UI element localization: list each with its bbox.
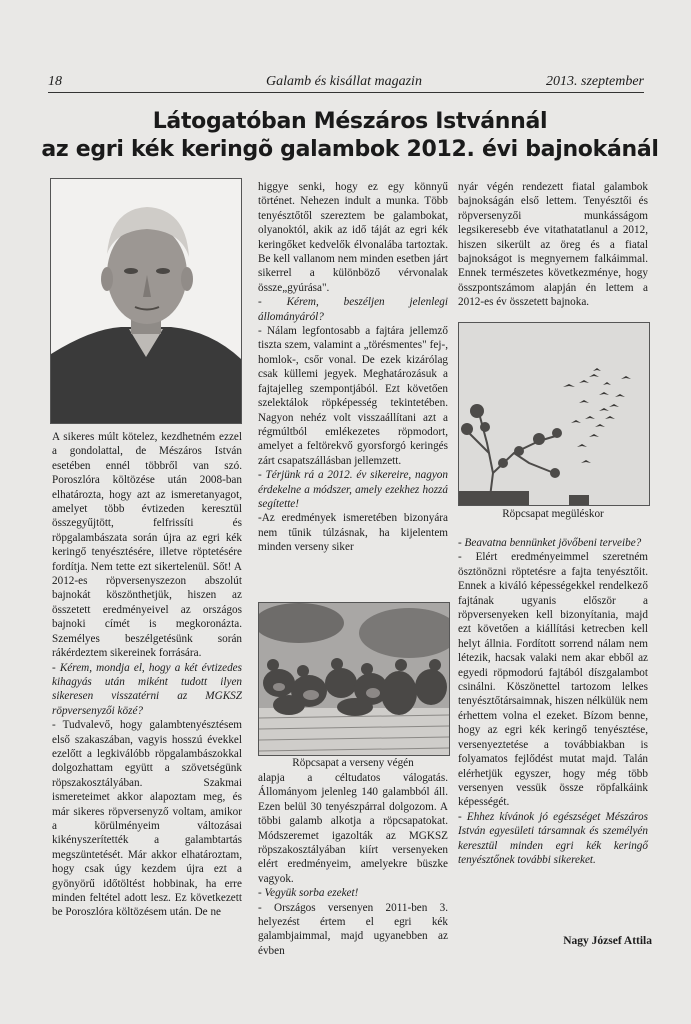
paragraph: A sikeres múlt kötelez, kezdhetném ezzel a gondolattal, de Mészáros István esetében ennél többről van szó. Poroszlóra költözése után 2008-ban elhatározta, hogy azt az ismeretanyagot, amelyet több évtizeden keresztül összegyűjtött, felfrissíti és röpgalambászata során újra az egri kék keringő tenyésztésére, illetve röptetésére fordítja. Nem tette ezt sikertelenül. Sőt! A 2012-es röpversenyszezon abszolút bajnokát köszönthetjük, hiszen az összetett eredményeivel az országos bajnoki címét is megkoronázta. Személyes beszélgetésünk során rákérdeztem sikereinek forrására. — [52, 431, 242, 660]
pigeons-photo — [258, 602, 450, 756]
paragraph: alapja a céltudatos válogatás. Állományom jelenleg 140 galambból áll. Ezen belül 30 tenyészpárral dolgozom. A többi galamb alkotja a röpcsapatokat. Módszeremet igazolták az MGKSZ röpszakosztályában kiírt versenyeken elért eredményeim, amelyekre büszke vagyok. — [258, 772, 448, 885]
magazine-name: Galamb és kisállat magazin — [266, 74, 422, 89]
paragraph: - Elért eredményeimmel szeretném ösztönözni röptetésre a fajta tenyésztőit. Ennek a kiváló képességekkel rendelkező fajtának ugyanis először a röpversenyeken kell bizonyítania, majd ezt követően a kiállítási ketrecben kell helyt állnia. Fordított sorrend nálam nem létezik, hacsak valaki nem akar ebből az egyedi röpmodorú fajtából díszgalambot csinálni. Köszönettel tartozom lelkes tenyésztőtársaimnak, hiszen nélkülük nem érhettem volna el ezeket. Bízom benne, hogy az egri kék keringő tenyésztése, versenyeztetése a továbbiakban is folyamatos fejlődést mutat majd. Talán elérhetjük egyszer, hogy még több versenyen vessük össze röpfalkáink képességét. — [458, 551, 648, 809]
flock-photo — [458, 322, 650, 506]
portrait-photo — [50, 178, 242, 424]
page-number: 18 — [48, 74, 62, 89]
flock-caption: Röpcsapat megüléskor — [502, 508, 604, 520]
title-line-1: Látogatóban Mészáros Istvánnál — [152, 109, 548, 134]
paragraph: higgye senki, hogy ez egy könnyű történet. Nehezen indult a munka. Több tenyésztőtől szereztem be galambokat, olyanoktól, akik az idő táját az egri kék keringőket kedvelők élvonalába tartoztak. Be kell vallanom nem minden esetben járt sikerrel a különböző vérvonalak össze„gyúrása". — [258, 181, 448, 294]
author-name: Nagy József Attila — [563, 935, 652, 947]
interview-question: - Térjünk rá a 2012. év sikereire, nagyon érdekelne a módszer, amely ezekhez hozzá segítette! — [258, 469, 448, 510]
issue-date: 2013. szeptember — [546, 74, 644, 89]
title-line-2: az egri kék keringõ galambok 2012. évi bajnokánál — [41, 137, 659, 162]
interview-question: - Kérem, mondja el, hogy a két évtizedes kihagyás után miként tudott ilyen sikeresen visszatérni az MGKSZ röpversenyzői közé? — [52, 661, 242, 717]
paragraph: - Tudvalevő, hogy galambtenyésztésem első szakaszában, vagyis hosszú évekkel ezelőtt a legkiválóbb röpgalambászokkal dolgozhattam együtt a szövetségünk röpszakosztályában. Szakmai ismereteimet akkor alapoztam meg, és már sikeres röpversenyző voltam, amikor a körülményeim változásai kikényszerítették a galambtartás megszüntetését. Már akkor elhatároztam, hogy csak úgy kezdem újra ezt a gyönyörű időtöltést hobbinak, ha erre minden feltétel adott lesz. Ez következett be Poroszlóra költözésem után. De ne — [52, 719, 242, 919]
closing-wish: - Ehhez kívánok jó egészséget Mészáros István egyesületi társamnak és személyén keresztül minden egri kék keringő tenyésztőnek további sikereket. — [458, 810, 648, 866]
portrait-image — [51, 179, 241, 423]
interview-question: - Kérem, beszéljen jelenlegi állományáról? — [258, 296, 448, 323]
paragraph: -Az eredmények ismeretében bizonyára nem tűnik túlzásnak, ha kijelentem minden verseny siker — [258, 512, 448, 554]
pigeons-caption: Röpcsapat a verseny végén — [292, 757, 414, 769]
flock-image — [459, 323, 649, 505]
interview-question: - Beavatna bennünket jövőbeni terveibe? — [458, 537, 642, 549]
paragraph: nyár végén rendezett fiatal galambok bajnokságán első lettem. Tenyésztői és röpversenyzői munkásságom legsikeresebb éve vitathatatlanul a 2012, hiszen sikerült az öreg és a fiatal bajnokságot is megnyernem falkáimmal. Ennek természetes következménye, hogy összpontszámom alapján én lettem a 2012-es év összetett bajnoka. — [458, 181, 648, 309]
article-title — [40, 108, 660, 164]
column-2-text-top — [258, 180, 448, 555]
column-3-text-bottom — [458, 536, 648, 867]
paragraph: - Nálam legfontosabb a fajtára jellemző tiszta szem, valamint a „törésmentes" fej-, homlok-, csőr vonal. De ezek kizárólag csak küllemi jegyek. Meghatározásuk a fajtajelleg szempontjából. Ezt követően szelektálok röpképesség tekintetében. Nagyon nehéz volt visszaállítani azt a régmúltból emlékezetes röpmodort, amelyet a feltörekvő gyorsforgó keringés zárt csapatszállásban jellemzett. — [258, 325, 448, 467]
column-1-text — [52, 430, 242, 920]
pigeons-image — [259, 603, 449, 755]
column-3-text-top — [458, 180, 648, 310]
interview-question: - Vegyük sorba ezeket! — [258, 887, 359, 900]
page-header — [48, 74, 644, 93]
paragraph: - Országos versenyen 2011-ben 3. helyezést értem el egri kék galambjaimmal, majd ugyanebben az évben — [258, 901, 448, 957]
column-2-text-bottom — [258, 771, 448, 958]
